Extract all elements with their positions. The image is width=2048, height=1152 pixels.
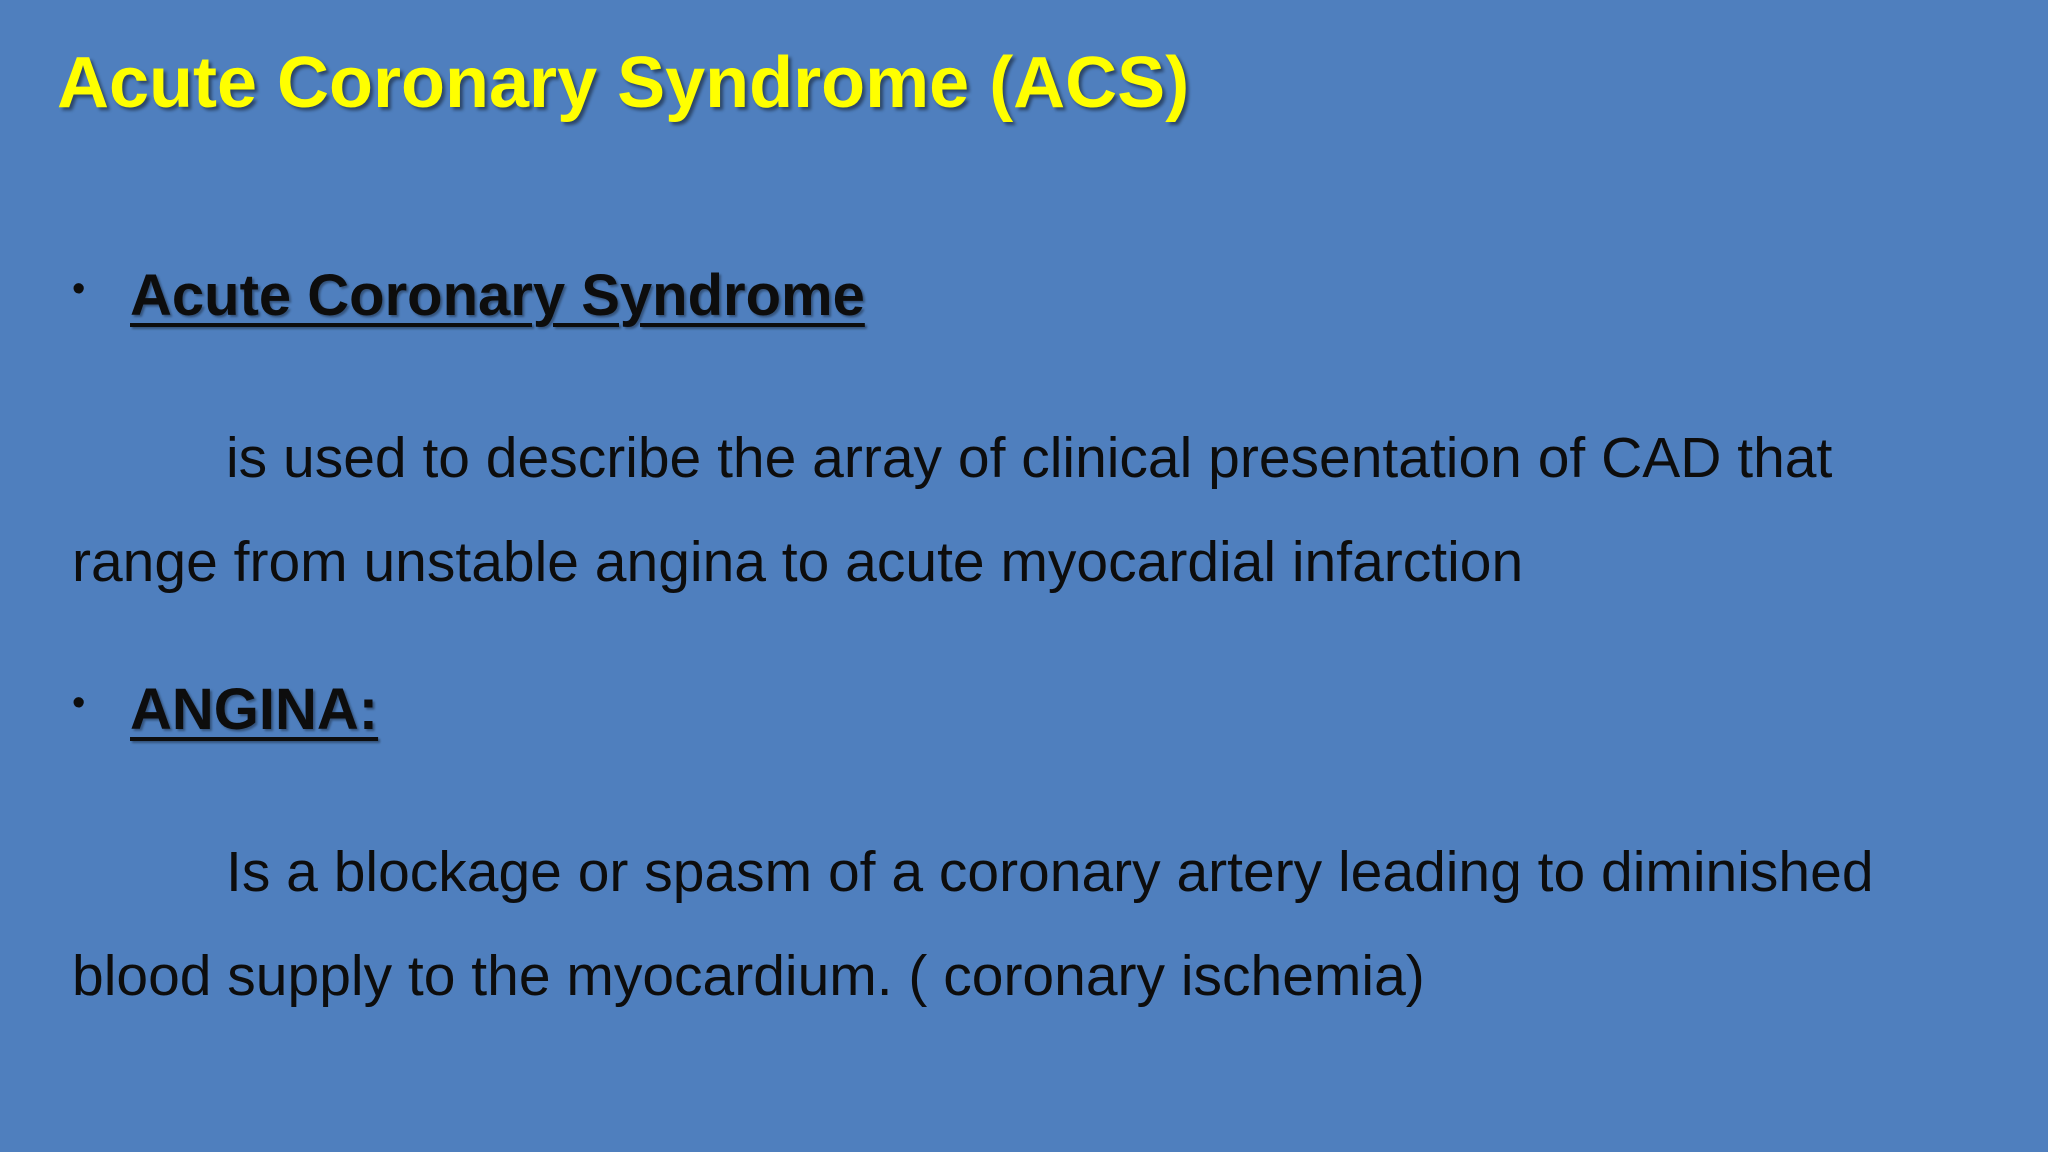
bullet-item-acs [72,262,865,329]
bullet-heading-angina: ANGINA: [130,677,379,742]
bullet-body-angina: Is a blockage or spasm of a coronary artery leading to diminished blood supply to the myocardium. ( coronary ischemia) [72,840,1874,1008]
bullet-body-acs: is used to describe the array of clinical presentation of CAD that range from unstable angina to acute myocardial infarction [72,426,1833,594]
bullet-text-acs [72,406,1992,614]
bullet-marker: • [72,268,86,310]
slide-title: Acute Coronary Syndrome (ACS) [57,43,1190,123]
bullet-marker: • [72,682,86,724]
bullet-item-angina [72,676,378,743]
bullet-heading-acs: Acute Coronary Syndrome [130,263,865,328]
bullet-text-angina [72,820,1992,1028]
